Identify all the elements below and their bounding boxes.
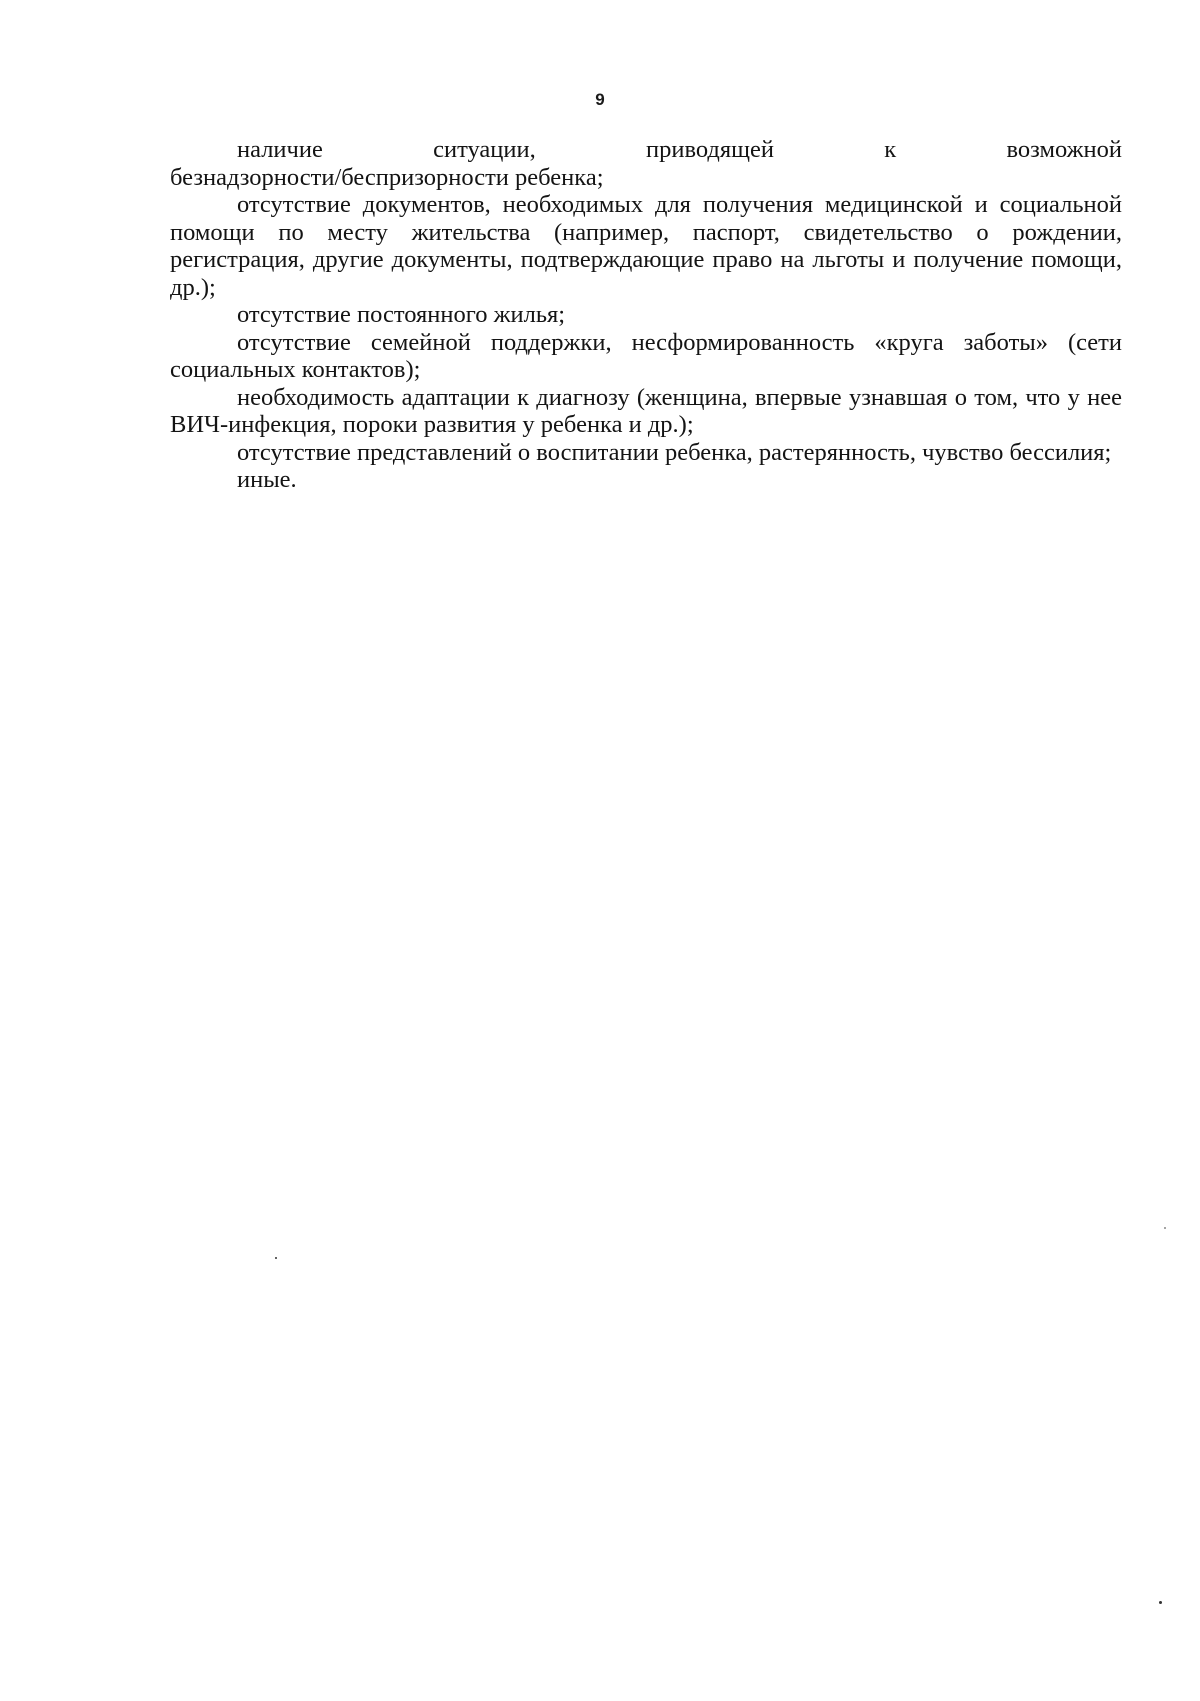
body-text — [170, 136, 1122, 494]
paragraph-upbringing: отсутствие представлений о воспитании ребенка, растерянность, чувство бессилия; — [237, 438, 1112, 466]
paragraph-supervision-line2: безнадзорности/беспризорности ребенка; — [170, 163, 604, 191]
scan-speck — [1159, 1601, 1162, 1604]
page-number: 9 — [595, 90, 605, 109]
paragraph-housing: отсутствие постоянного жилья; — [237, 301, 566, 328]
paragraph-diagnosis: необходимость адаптации к диагнозу (женщина, впервые узнавшая о том, что у нее ВИЧ-инфекция, пороки развития у ребенка и др.); — [170, 383, 1122, 438]
paragraph-other: иные. — [237, 466, 297, 493]
scan-speck — [275, 1257, 277, 1259]
scan-speck — [1164, 1227, 1166, 1229]
paragraph-supervision-line1: наличие ситуации, приводящей к возможной — [237, 136, 1122, 163]
paragraph-family-support: отсутствие семейной поддержки, несформированность «круга заботы» (сети социальных контактов); — [170, 328, 1122, 383]
paragraph-documents: отсутствие документов, необходимых для получения медицинской и социальной помощи по месту жительства (например, паспорт, свидетельство о рождении, регистрация, другие документы, подтверждающие право на льготы и получение помощи, др.); — [170, 191, 1122, 301]
